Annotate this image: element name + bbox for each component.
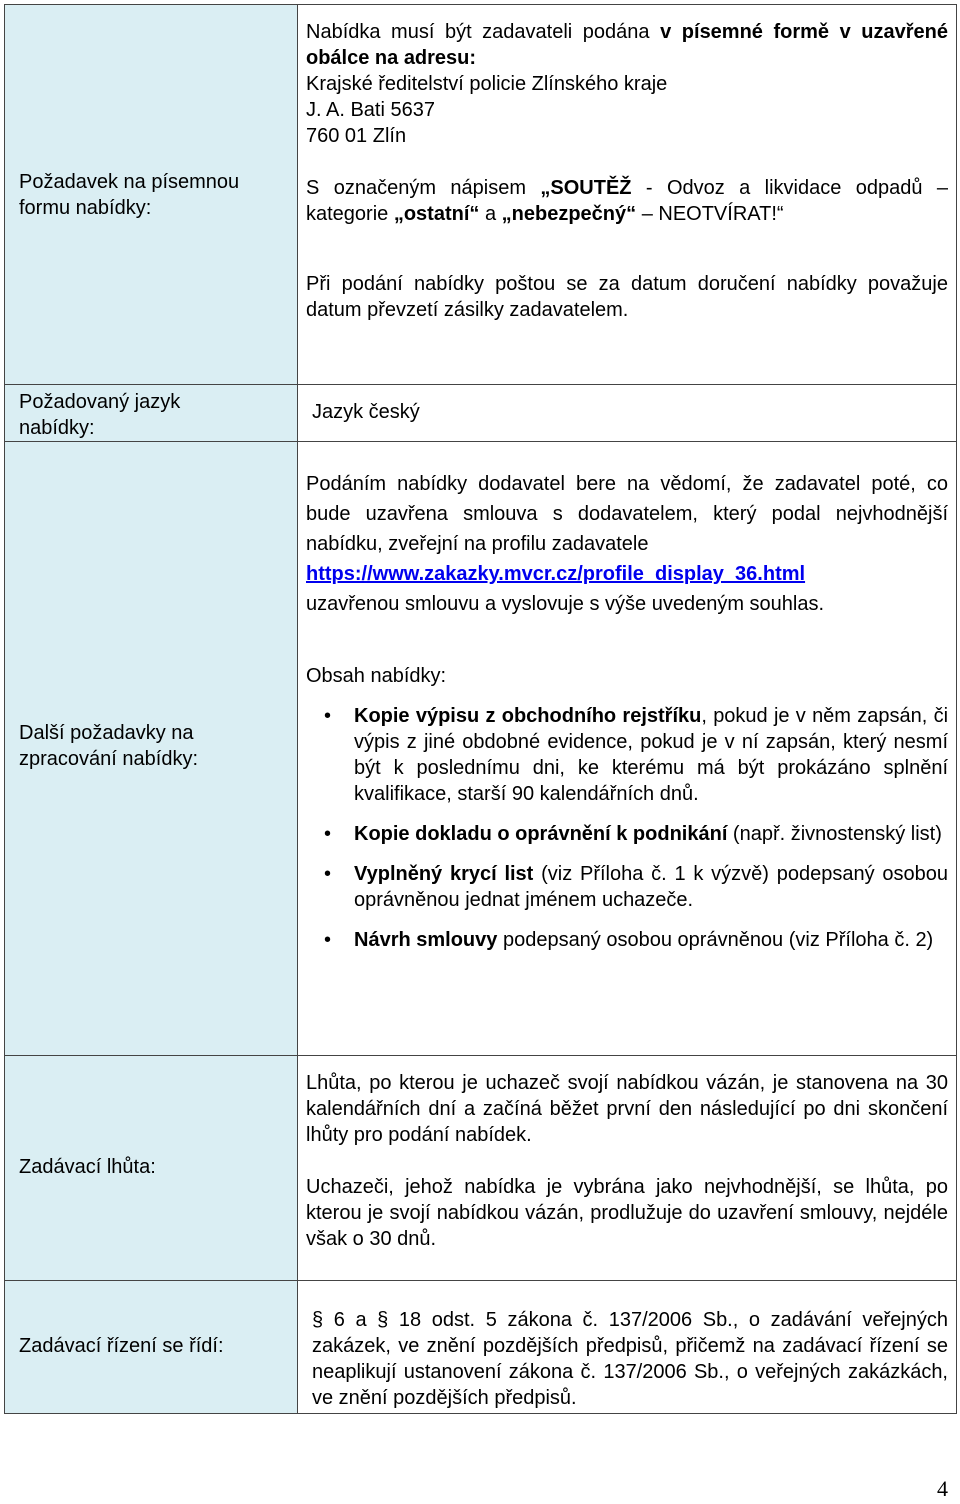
label-cell-deadline — [5, 1056, 298, 1281]
label-written-form: Požadavek na písemnou formu nabídky: — [19, 171, 240, 219]
list-item: • Kopie výpisu z obchodního rejstříku, pokud je v něm zapsán, či výpis z jiné obdobné evidence, pokud je v ní zapsán, který nesmí být k poslednímu dni, ke kterému má být prokázáno splnění kvalifikace, starší 90 kalendářních dnů. — [306, 703, 948, 807]
page-number: 4 — [937, 1476, 948, 1501]
deadline-paragraph: Lhůta, po kterou je uchazeč svojí nabídkou vázán, je stanovena na 30 kalendářních dní a začíná běžet první den následující po dni skončení lhůty pro podání nabídek. — [306, 1072, 948, 1146]
label-further: Další požadavky na zpracování nabídky: — [19, 722, 198, 770]
address-line: Krajské ředitelství policie Zlínského kraje — [306, 73, 668, 95]
language-value: Jazyk český — [312, 401, 420, 423]
label-deadline: Zadávací lhůta: — [19, 1156, 156, 1178]
label-cell-written-form — [5, 5, 298, 385]
row-procedure — [5, 1281, 957, 1414]
content-cell-deadline — [298, 1056, 957, 1281]
offer-contents-heading: Obsah nabídky: — [306, 665, 447, 687]
row-language — [5, 385, 957, 442]
list-item: • Kopie dokladu o oprávnění k podnikání (např. živnostenský list) — [306, 821, 948, 847]
label-cell-language — [5, 385, 298, 442]
label-cell-further — [5, 442, 298, 1056]
publication-paragraph: Podáním nabídky dodavatel bere na vědomí, že zadavatel poté, co bude uzavřena smlouva s dodavatelem, který podal nejvhodnější nabídku, zveřejní na profilu zadavatele https://www.zakazky.mvcr.cz/profile_display_36.html uzavřenou smlouvu a vyslovuje s výše uvedeným souhlas. — [306, 473, 948, 615]
address-line: J. A. Bati 5637 — [306, 99, 435, 121]
list-item: • Vyplněný krycí list (viz Příloha č. 1 k výzvě) podepsaný osobou oprávněnou jednat jménem uchazeče. — [306, 861, 948, 913]
submission-paragraph: Nabídka musí být zadavateli podána v písemné formě v uzavřené obálce na adresu: — [306, 21, 949, 69]
profile-link[interactable]: https://www.zakazky.mvcr.cz/profile_display_36.html — [306, 563, 806, 585]
row-written-form — [5, 5, 957, 385]
label-cell-procedure — [5, 1281, 298, 1414]
row-further-requirements — [5, 442, 957, 1056]
deadline-extension-paragraph: Uchazeči, jehož nabídka je vybrána jako nejvhodnější, se lhůta, po kterou je svojí nabídkou vázán, prodlužuje do uzavření smlouvy, nejdéle však o 30 dnů. — [306, 1176, 948, 1250]
procedure-paragraph: § 6 a § 18 odst. 5 zákona č. 137/2006 Sb., o zadávání veřejných zakázek, ve znění pozdějších předpisů, přičemž na zadávací řízení se neaplikují ustanovení zákona č. 137/2006 Sb., o veřejných zakázkách, ve znění pozdějších předpisů. — [312, 1309, 948, 1409]
tender-requirements-table — [4, 4, 957, 1414]
envelope-label-paragraph: S označeným nápisem „SOUTĚŽ - Odvoz a likvidace odpadů – kategorie „ostatní“ a „nebezpečný“ – NEOTVÍRAT!“ — [306, 177, 948, 225]
content-cell-further — [298, 442, 957, 1056]
list-item: • Návrh smlouvy podepsaný osobou oprávněnou (viz Příloha č. 2) — [306, 927, 948, 953]
content-cell-language — [298, 385, 957, 442]
label-procedure: Zadávací řízení se řídí: — [19, 1335, 224, 1357]
row-deadline — [5, 1056, 957, 1281]
address-line: 760 01 Zlín — [306, 125, 407, 147]
content-cell-procedure — [298, 1281, 957, 1414]
content-cell-written-form — [298, 5, 957, 385]
label-language: Požadovaný jazyk nabídky: — [19, 391, 181, 439]
postal-delivery-paragraph: Při podání nabídky poštou se za datum doručení nabídky považuje datum převzetí zásilky zadavatelem. — [306, 273, 948, 321]
offer-contents-list — [306, 703, 948, 953]
